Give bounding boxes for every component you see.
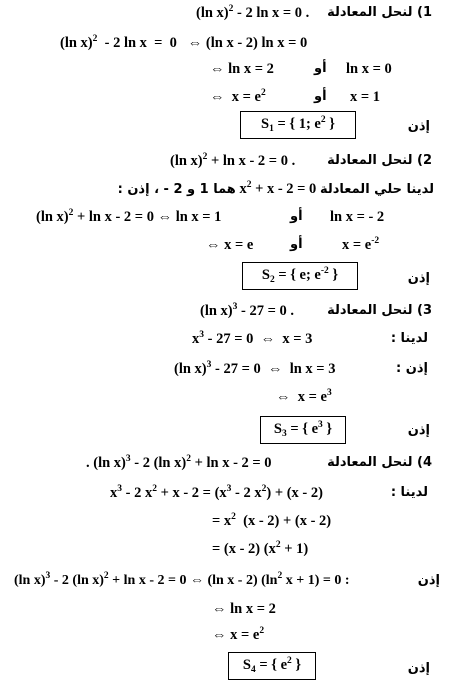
part1-step3-left: ⇔ $x = e^2$ <box>210 88 266 105</box>
part3-conclusion: إذن <box>407 423 430 438</box>
part2-step1-or: أو <box>290 209 303 224</box>
part2-note: لدينا حلي المعادلة $x^2 + x - 2 = 0$ هما 1 و 2 - ، إذن : <box>117 180 434 197</box>
part3-then-label: إذن : <box>396 361 428 376</box>
part3-step2: ⇔ $x = e^3$ <box>276 388 332 405</box>
part4-factor3: = (x - 2) $(x^2 + 1)$ <box>212 540 309 557</box>
part1-step2-or: أو <box>314 61 327 76</box>
part2-step1-right: ln x = - 2 <box>330 209 385 225</box>
part2-step1-left: (ln x)$^2$ + ln x - 2 = 0 ⇔ ln x = 1 <box>36 208 222 225</box>
part4-factor2: = $x^2$ (x - 2) + (x - 2) <box>212 512 332 529</box>
part2-step2-left: ⇔ x = e <box>206 237 254 253</box>
part3-equation: (ln x)$^3$ - 27 = 0 . <box>200 302 294 319</box>
part4-heading: 4) لنحل المعادلة <box>327 455 432 470</box>
part2-solution-box: $S_2$ = { e; $e^{-2}$ } <box>242 262 358 290</box>
part1-step3-or: أو <box>314 89 327 104</box>
part3-have-label: لدينا : <box>390 331 428 346</box>
part4-step2: ⇔ ln x = 2 <box>212 601 276 617</box>
part1-step2-right: ln x = 0 <box>346 61 392 77</box>
part3-heading: 3) لنحل المعادلة <box>327 303 432 318</box>
part2-heading: 2) لنحل المعادلة <box>327 153 432 168</box>
part4-factor1: $x^3 - 2$ $x^2 + x - 2 = (x^3 - 2$ $x^2) + (x - 2)$ <box>110 484 323 501</box>
part3-step1: (ln x)$^3$ - 27 = 0 ⇔ ln x = 3 <box>174 360 336 377</box>
part2-step2-right: $x = e^{-2}$ <box>342 236 380 253</box>
part4-conclusion: إذن <box>407 661 430 676</box>
part4-then-label: إذن <box>417 573 440 588</box>
part1-heading: 1) لنحل المعادلة <box>327 5 432 20</box>
part1-step2-left: ⇔ ln x = 2 <box>210 61 274 77</box>
part4-step1: (ln x)$^3$ - 2 (ln x)$^2$ + ln x - 2 = 0 ⇔ (ln x - 2) ($\ln^2$ x + 1) = 0 : <box>14 571 350 588</box>
part4-solution-box: $S_4$ = { $e^2$ } <box>228 652 316 680</box>
part1-step1: (ln x)$^2$ - 2 ln x = 0 ⇔ (ln x - 2) ln x = 0 <box>60 34 308 51</box>
part3-have-eq: $x^3 - 27 = 0$ ⇔ x = 3 <box>192 330 313 347</box>
part1-equation: (ln x)$^2$ - 2 ln x = 0 . <box>196 4 310 21</box>
part2-conclusion: إذن <box>407 271 430 286</box>
part1-step3-right: x = 1 <box>350 89 381 105</box>
part2-equation: (ln x)$^2$ + ln x - 2 = 0 . <box>170 152 296 169</box>
part1-solution-box: $S_1$ = { 1; $e^2$ } <box>240 111 356 139</box>
part4-step3: ⇔ $x = e^2$ <box>212 626 265 643</box>
part4-have-label: لدينا : <box>390 485 428 500</box>
part4-equation: . (ln x)$^3$ - 2 (ln x)$^2$ + ln x - 2 = 0 <box>86 454 272 471</box>
part3-solution-box: $S_3$ = { $e^3$ } <box>260 416 346 444</box>
part1-conclusion: إذن <box>407 119 430 134</box>
part2-step2-or: أو <box>290 237 303 252</box>
